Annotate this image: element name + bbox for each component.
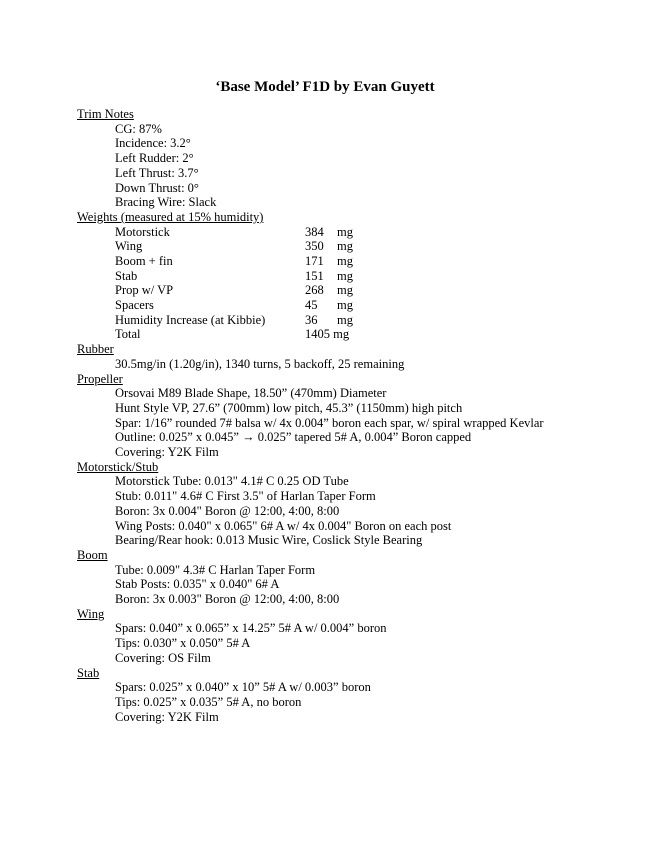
weight-row: [77, 269, 637, 284]
stab-line: Spars: 0.025” x 0.040” x 10” 5# A w/ 0.003” boron: [115, 680, 371, 695]
section-heading-boom: Boom: [77, 547, 108, 562]
propeller-line: Orsovai M89 Blade Shape, 18.50” (470mm) Diameter: [115, 386, 387, 401]
weight-label: Spacers: [115, 298, 154, 313]
wing-line: Spars: 0.040” x 0.065” x 14.25” 5# A w/ 0.004” boron: [115, 621, 387, 636]
weight-row: [77, 239, 637, 254]
boom-line: Stab Posts: 0.035" x 0.040" 6# A: [115, 577, 280, 592]
section-heading-trim-notes: Trim Notes: [77, 107, 134, 121]
weight-value: 151: [305, 268, 324, 283]
weight-value: 268: [305, 283, 324, 298]
document-title: ‘Base Model’ F1D by Evan Guyett: [215, 79, 435, 95]
weight-unit: mg: [337, 298, 353, 313]
weight-value: 350: [305, 239, 324, 254]
trim-line: CG: 87%: [115, 121, 162, 136]
stab-line: Covering: Y2K Film: [115, 709, 219, 724]
propeller-line: Spar: 1/16” rounded 7# balsa w/ 4x 0.004” boron each spar, w/ spiral wrapped Kevlar: [115, 415, 544, 430]
weight-value: 36: [305, 312, 318, 327]
weight-label: Wing: [115, 239, 143, 254]
weight-unit: mg: [337, 268, 353, 283]
trim-line: Incidence: 3.2°: [115, 136, 191, 151]
motorstick-line: Wing Posts: 0.040" x 0.065" 6# A w/ 4x 0.004" Boron on each post: [115, 518, 452, 533]
section-heading-rubber: Rubber: [77, 342, 114, 357]
weight-row: [77, 298, 637, 313]
weight-total-row: [77, 327, 637, 342]
motorstick-line: Boron: 3x 0.004" Boron @ 12:00, 4:00, 8:00: [115, 503, 340, 518]
propeller-line: Hunt Style VP, 27.6” (700mm) low pitch, 45.3” (1150mm) high pitch: [115, 400, 463, 415]
weight-row: [77, 254, 637, 269]
weight-label: Stab: [115, 268, 138, 283]
section-heading-stab: Stab: [77, 665, 100, 680]
weight-unit: mg: [337, 283, 353, 298]
weight-label: Motorstick: [115, 224, 170, 239]
trim-line: Left Rudder: 2°: [115, 151, 194, 166]
weight-unit: mg: [337, 224, 353, 239]
motorstick-line: Motorstick Tube: 0.013" 4.1# C 0.25 OD Tube: [115, 474, 349, 489]
trim-line: Down Thrust: 0°: [115, 180, 199, 195]
wing-line: Tips: 0.030” x 0.050” 5# A: [115, 636, 251, 651]
weight-label: Humidity Increase (at Kibbie): [115, 312, 266, 327]
weight-unit: mg: [337, 254, 353, 268]
section-heading-motorstick: Motorstick/Stub: [77, 459, 159, 474]
weight-row: [77, 313, 637, 328]
propeller-line: Outline: 0.025” x 0.045” → 0.025” tapered 5# A, 0.004” Boron capped: [115, 430, 472, 445]
boom-line: Tube: 0.009" 4.3# C Harlan Taper Form: [115, 562, 316, 577]
section-heading-weights: Weights (measured at 15% humidity): [77, 209, 264, 224]
weight-row: [77, 283, 637, 298]
trim-line: Bracing Wire: Slack: [115, 195, 217, 210]
weight-total-value: 1405 mg: [305, 327, 350, 342]
propeller-line: Covering: Y2K Film: [115, 445, 219, 460]
boom-line: Boron: 3x 0.003" Boron @ 12:00, 4:00, 8:00: [115, 592, 340, 607]
section-heading-wing: Wing: [77, 606, 105, 621]
weight-label: Boom + fin: [115, 254, 173, 268]
weight-total-label: Total: [115, 327, 141, 342]
document-body: [77, 107, 637, 724]
weight-value: 171: [305, 254, 324, 268]
weight-unit: mg: [337, 239, 353, 254]
weight-unit: mg: [337, 312, 353, 327]
motorstick-line: Bearing/Rear hook: 0.013 Music Wire, Coslick Style Bearing: [115, 533, 423, 548]
section-heading-propeller: Propeller: [77, 371, 123, 386]
wing-line: Covering: OS Film: [115, 650, 211, 665]
trim-line: Left Thrust: 3.7°: [115, 165, 199, 180]
rubber-line: 30.5mg/in (1.20g/in), 1340 turns, 5 backoff, 25 remaining: [115, 356, 405, 371]
weight-label: Prop w/ VP: [115, 283, 174, 298]
weight-value: 45: [305, 298, 318, 313]
stab-line: Tips: 0.025” x 0.035” 5# A, no boron: [115, 695, 302, 709]
weight-row: [77, 225, 637, 240]
weight-value: 384: [305, 224, 324, 239]
motorstick-line: Stub: 0.011" 4.6# C First 3.5" of Harlan Taper Form: [115, 489, 376, 504]
